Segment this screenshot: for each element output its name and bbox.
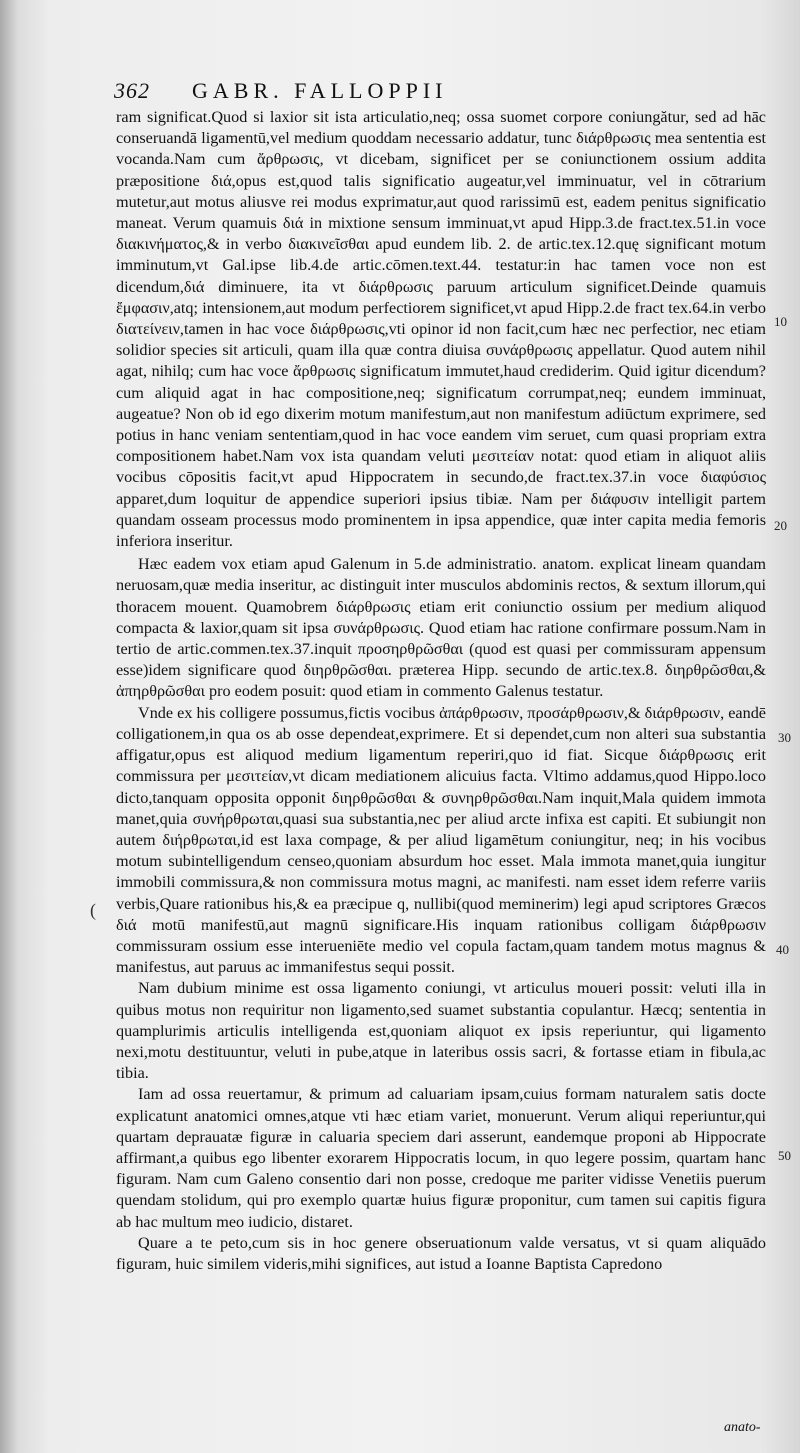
catchword: anato- [724,1420,761,1435]
paragraph-3: Vnde ex his colligere possumus,fictis vocibus ἀπάρθρωσιν, προσάρθρωσιν,& διάρθρωσιν, eandē colligationem,in qua os ab osse dependeat,exprimere. Et si dependet,cum non alteri sua substantia affigatur,opus est aliquod medium ligamentum reperiri,quo id fiat. Sicque διάρθρωσις erit commissura per μεσιτείαν,vt dicam mediationem alicuius facta. Vltimo addamus,quod Hippo.loco dicto,tanquam opposita opponit διηρθρῶσθαι & συνηρθρῶσθαι.Nam inquit,Mala quidem immota manet,quia συνήρθρωται,quasi sua substantia,nec per aliud arcte infixa est capiti. Et subiungit non autem διήρθρωται,id est laxa compage, & per aliud ligamētum coniungitur, neq; in his vocibus motum subintelligendum censeo,quoniam absurdum hoc esset. Mala immota manet,quia iungitur immobili commissura,& non commissura motus magni, ac manifesti. nam esset idem referre variis verbis,Quare rationibus his,& ea præcipue q, nullibi(quod meminerim) legi apud scriptores Græcos διά motū manifestū,aut magnū significare.His inquam rationibus colligam διάρθρωσιν commissuram ossium esse interueniēte medio vel copula factam,quam tandem motus magnus & manifestus, aut paruus ac immanifestus sequi possit. [116,703,766,977]
paragraph-4: Nam dubium minime est ossa ligamento coniungi, vt articulus moueri possit: veluti illa in quibus motus non requiritur non ligamento,sed suamet substantia copulantur. Hæcq; sententia in quamplurimis articulis intelligenda est,quoniam aliquot ex ipsis reperiuntur, qui ligamento nexi,motu destituuntur, veluti in pube,atque in lateribus ossis sacri, & fortasse etiam in fibula,ac tibia. [116,979,766,1083]
running-title: GABR. FALLOPPII [192,78,448,103]
paragraph-5: Iam ad ossa reuertamur, & primum ad caluariam ipsam,cuius formam naturalem satis docte explicatunt anatomici omnes,atque vti hæc etiam variet, monuerunt. Verum aliqui reperiuntur,qui quartam deprauatæ figuræ in caluaria speciem dari asserunt, eandemque proponi ab Hippocrate affirmant,a quibus ego libenter exorarem Hippocratis locum, in quo legere possim, quartam hanc figuram. Nam cum Galeno consentio dari non posse, credoque me pariter vidisse Venetiis puerum quendam stolidum, qui pro exemplo quartæ huius figuræ proponitur, cum tamen sui capitis figura ab hac multum meo iudicio, distaret. [116,1085,766,1231]
line-number-30: 30 [778,730,791,745]
line-number-10: 10 [774,314,787,329]
line-number-40: 40 [776,942,789,957]
paragraph-2: Hæc eadem vox etiam apud Galenum in 5.de administratio. anatom. explicat lineam quandam neruosam,quæ media inseritur, ac distinguit inter musculos abdominis rectos, & sextum illorum,qui thoracem mouent. Quamobrem διάρθρωσις etiam erit coniunctio ossium per medium aliquod compacta & laxior,quam sit ipsa συνάρθρωσις. Quod etiam hac ratione confirmare possum.Nam in tertio de artic.commen.tex.37.inquit προσηρθρῶσθαι (quod est quasi per commissuram appensum esse)idem significare quod διηρθρῶσθαι. præterea Hipp. secundo de artic.tex.8. διηρθρῶσθαι,& ἀπηρθρῶσθαι pro eodem posuit: quod etiam in commento Galenus testatur. [116,555,766,701]
page-number: 362 [114,78,150,103]
paragraph-1: ram significat.Quod si laxior sit ista articulatio,neq; ossa suomet corpore coniungătur, sed ad hāc conseruandā ligamentū,vel medium quoddam necessario addatur, tunc διάρθρωσις mea sententia est vocanda.Nam cum ἄρθρωσις, vt dicebam, significet per se coniunctionem ossium addita præpositione διά,opus est,quod talis significatio augeatur,vel imminuatur, vel in cōtrarium mutetur,aut motus aliusve rei modus exprimatur,aut quod rarissimū est, eadem penitus significatio maneat. Verum quamuis διά in mixtione sensum imminuat,vt apud Hipp.3.de fract.tex.51.in voce διακινήματος,& in verbo διακινεῖσθαι apud eundem lib. 2. de artic.tex.12.quę significant motum imminutum,vt Gal.ipse lib.4.de artic.cōmen.text.44. testatur:in hac tamen voce non est dicendum,διά diminuere, ita vt διάρθρωσις paruum articulum significet.Deinde quamuis ἔμφασιν,atq; intensionem,aut modum perfectiorem significet,vt apud Hipp.2.de fract tex.64.in verbo διατείνειν,tamen in hac voce διάρθρωσις,vti opinor id non facit,cum hæc nec perfectior, nec etiam solidior species sit articuli, quam illa quæ contra diuisa συνάρθρωσις appellatur. Quod autem nihil agat, nihilq; cum hac voce ἄρθρωσις significatum immutet,haud crediderim. Quid igitur dicendum? cum aliquid agat in hac compositione,neq; significatum corrumpat,neq; eundem imminuat, augeatue? Non ob id ego dixerim motum manifestum,aut non manifestum adiūctum exprimere, sed potius in hanc veniam sententiam,quod in hac voce eandem vim seruet, cum quasi propriam extra compositionem habet.Nam vox ista quandam veluti μεσιτείαν notat: quod etiam in aliquot aliis vocibus cōpositis facit,vt apud Hippocratem in secundo,de fract.tex.37.in voce διαφύσιος apparet,dum loquitur de appendice superiori ipsius tibiæ. Nam per διάφυσιν intelligit partem quandam osseam processus modo prominentem in ipsa appendice, quæ inter capita media femoris inferiora inseritur. [116,108,766,551]
margin-mark: ( [90,900,96,920]
paragraph-6: Quare a te peto,cum sis in hoc genere obseruationum valde versatus, vt si quam aliquādo figuram, huic similem videris,mihi significes, aut istud a Ioanne Baptista Capredono [116,1233,766,1273]
text-body [116,107,766,1275]
line-number-20: 20 [774,518,787,533]
line-number-50: 50 [778,1148,791,1163]
